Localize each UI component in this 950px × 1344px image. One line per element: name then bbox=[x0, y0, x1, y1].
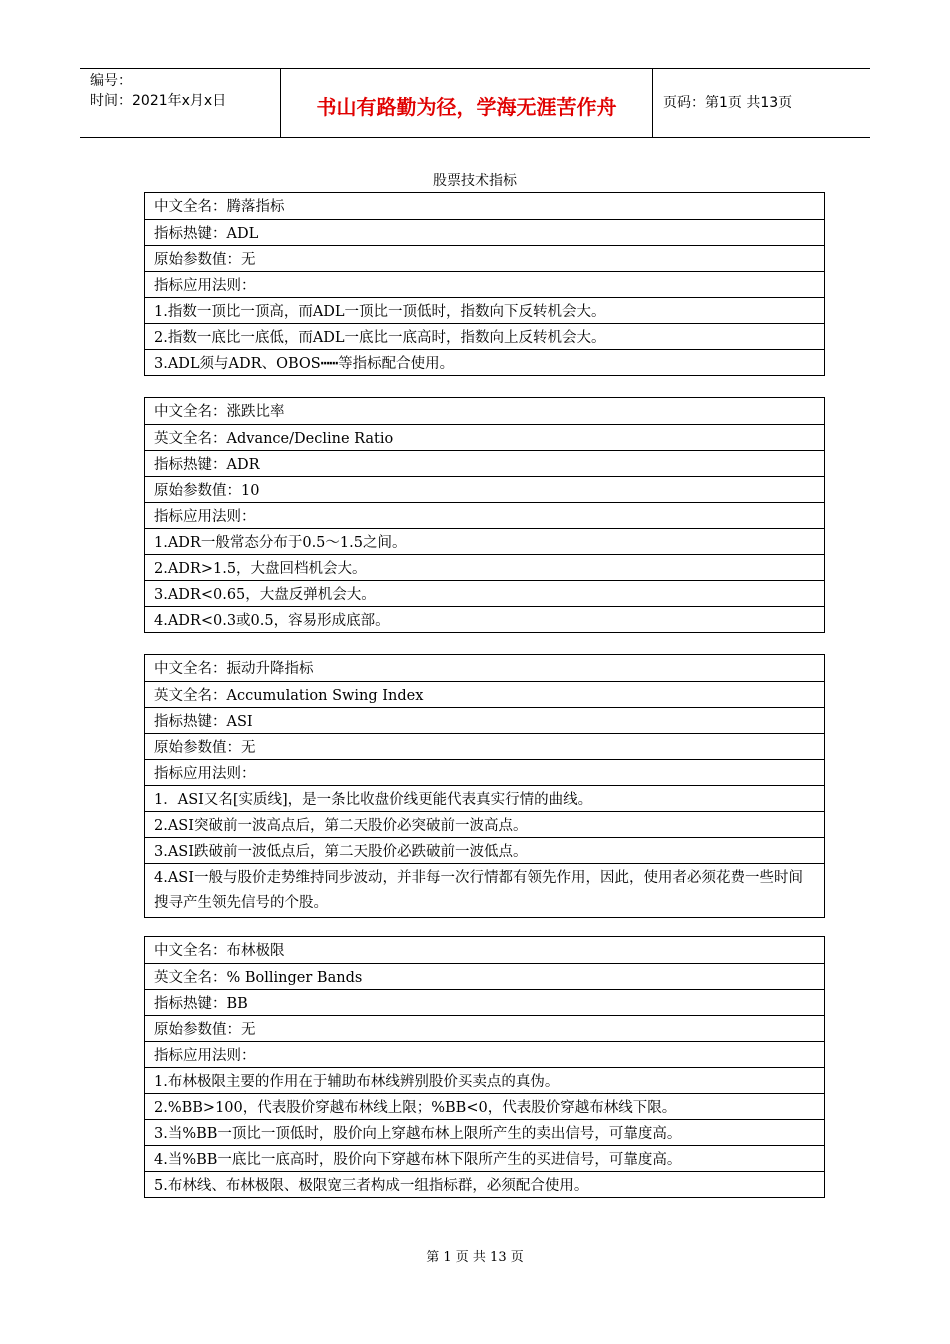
indicator-table-asi bbox=[144, 654, 825, 918]
table-row: 2.%BB>100，代表股价穿越布林线上限；%BB<0，代表股价穿越布林线下限。 bbox=[145, 1093, 824, 1119]
table-row: 2.ADR>1.5，大盘回档机会大。 bbox=[145, 554, 824, 580]
header-motto: 书山有路勤为径，学海无涯苦作舟 bbox=[281, 69, 653, 137]
table-row: 1.ADR一般常态分布于0.5～1.5之间。 bbox=[145, 528, 824, 554]
table-row: 指标应用法则： bbox=[145, 271, 824, 297]
table-row: 3.当%BB一顶比一顶低时，股价向上穿越布林上限所产生的卖出信号，可靠度高。 bbox=[145, 1119, 824, 1145]
table-row: 中文全名：布林极限 bbox=[154, 943, 285, 959]
table-row: 指标热键：ASI bbox=[145, 707, 824, 733]
table-row: 4.ASI一般与股价走势维持同步波动，并非每一次行情都有领先作用，因此，使用者必须花费一些时间搜寻产生领先信号的个股。 bbox=[145, 863, 824, 917]
table-row: 中文全名：振动升降指标 bbox=[154, 661, 314, 677]
table-row: 指标热键：BB bbox=[145, 989, 824, 1015]
table-row: 指标应用法则： bbox=[145, 502, 824, 528]
table-row: 2.指数一底比一底低，而ADL一底比一底高时，指数向上反转机会大。 bbox=[145, 323, 824, 349]
table-row: 英文全名：% Bollinger Bands bbox=[145, 963, 824, 989]
number-label: 编号： bbox=[90, 73, 132, 89]
table-row: 中文全名：腾落指标 bbox=[154, 199, 285, 215]
table-row: 指标热键：ADR bbox=[145, 450, 824, 476]
indicator-table-adl bbox=[144, 192, 825, 376]
table-row: 3.ASI跌破前一波低点后，第二天股价必跌破前一波低点。 bbox=[145, 837, 824, 863]
table-row: 指标应用法则： bbox=[145, 759, 824, 785]
table-row: 1.布林极限主要的作用在于辅助布林线辨别股价买卖点的真伪。 bbox=[145, 1067, 824, 1093]
table-row: 原始参数值：无 bbox=[145, 733, 824, 759]
table-row: 英文全名：Accumulation Swing Index bbox=[145, 681, 824, 707]
header-page-info: 页码：第1页 共13页 bbox=[663, 95, 793, 111]
page-footer: 第 1 页 共 13 页 bbox=[426, 1250, 524, 1265]
table-row: 1．ASI又名[实质线]，是一条比收盘价线更能代表真实行情的曲线。 bbox=[145, 785, 824, 811]
table-row: 4.当%BB一底比一底高时，股价向下穿越布林下限所产生的买进信号，可靠度高。 bbox=[145, 1145, 824, 1171]
table-row: 指标热键：ADL bbox=[145, 219, 824, 245]
table-row: 原始参数值：无 bbox=[145, 1015, 824, 1041]
table-row: 4.ADR<0.3或0.5，容易形成底部。 bbox=[145, 606, 824, 632]
page-header bbox=[80, 68, 870, 138]
table-row: 3.ADR<0.65，大盘反弹机会大。 bbox=[145, 580, 824, 606]
table-row: 中文全名：涨跌比率 bbox=[154, 404, 285, 420]
indicator-table-adr bbox=[144, 397, 825, 633]
table-row: 2.ASI突破前一波高点后，第二天股价必突破前一波高点。 bbox=[145, 811, 824, 837]
table-row: 5.布林线、布林极限、极限宽三者构成一组指标群，必须配合使用。 bbox=[145, 1171, 824, 1197]
table-row: 3.ADL须与ADR、OBOS┅┅等指标配合使用。 bbox=[145, 349, 824, 375]
table-row: 原始参数值：无 bbox=[145, 245, 824, 271]
date-label: 时间：2021年x月x日 bbox=[90, 93, 227, 109]
table-row: 1.指数一顶比一顶高，而ADL一顶比一顶低时，指数向下反转机会大。 bbox=[145, 297, 824, 323]
table-row: 原始参数值：10 bbox=[145, 476, 824, 502]
table-row: 英文全名：Advance/Decline Ratio bbox=[145, 424, 824, 450]
indicator-table-bb bbox=[144, 936, 825, 1198]
table-row: 指标应用法则： bbox=[145, 1041, 824, 1067]
header-meta bbox=[80, 69, 281, 137]
document-title: 股票技术指标 bbox=[433, 173, 517, 189]
